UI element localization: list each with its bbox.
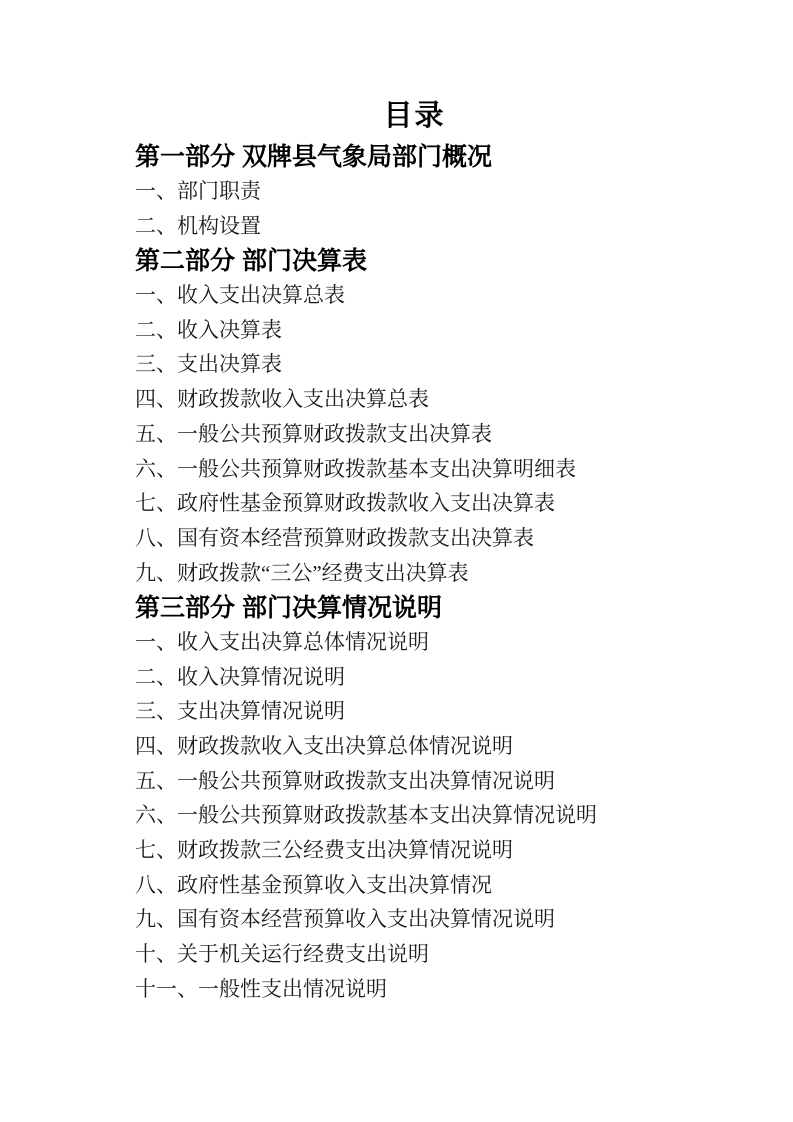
toc-item: 一、部门职责 xyxy=(135,179,261,204)
toc-item: 十、关于机关运行经费支出说明 xyxy=(135,942,429,967)
toc-item: 八、国有资本经营预算财政拨款支出决算表 xyxy=(135,525,534,550)
toc-item: 四、财政拨款收入支出决算总表 xyxy=(135,387,429,412)
toc-item: 八、政府性基金预算收入支出决算情况 xyxy=(135,872,492,897)
toc-item: 七、财政拨款三公经费支出决算情况说明 xyxy=(135,838,513,863)
toc-item: 五、一般公共预算财政拨款支出决算情况说明 xyxy=(135,768,555,793)
toc-item: 七、政府性基金预算财政拨款收入支出决算表 xyxy=(135,491,555,516)
toc-item: 三、支出决算情况说明 xyxy=(135,699,345,724)
toc-item: 三、支出决算表 xyxy=(135,352,282,377)
toc-item: 二、收入决算情况说明 xyxy=(135,664,345,689)
section-heading-part1: 第一部分 双牌县气象局部门概况 xyxy=(135,143,492,172)
toc-list xyxy=(135,138,753,1005)
toc-item: 二、机构设置 xyxy=(135,213,261,238)
toc-item: 五、一般公共预算财政拨款支出决算表 xyxy=(135,421,492,446)
section-heading-part3: 第三部分 部门决算情况说明 xyxy=(135,594,442,623)
toc-title: 目录 xyxy=(383,99,446,132)
toc-item: 一、收入支出决算总表 xyxy=(135,283,345,308)
toc-item: 九、财政拨款“三公”经费支出决算表 xyxy=(135,560,469,585)
toc-item: 一、收入支出决算总体情况说明 xyxy=(135,629,429,654)
toc-item: 四、财政拨款收入支出决算总体情况说明 xyxy=(135,734,513,759)
toc-item: 十一、一般性支出情况说明 xyxy=(135,976,387,1001)
toc-title-row xyxy=(0,96,793,136)
section-heading-part2: 第二部分 部门决算表 xyxy=(135,247,367,276)
toc-item: 二、收入决算表 xyxy=(135,317,282,342)
toc-item: 六、一般公共预算财政拨款基本支出决算明细表 xyxy=(135,456,576,481)
toc-item: 六、一般公共预算财政拨款基本支出决算情况说明 xyxy=(135,803,597,828)
toc-item: 九、国有资本经营预算收入支出决算情况说明 xyxy=(135,907,555,932)
